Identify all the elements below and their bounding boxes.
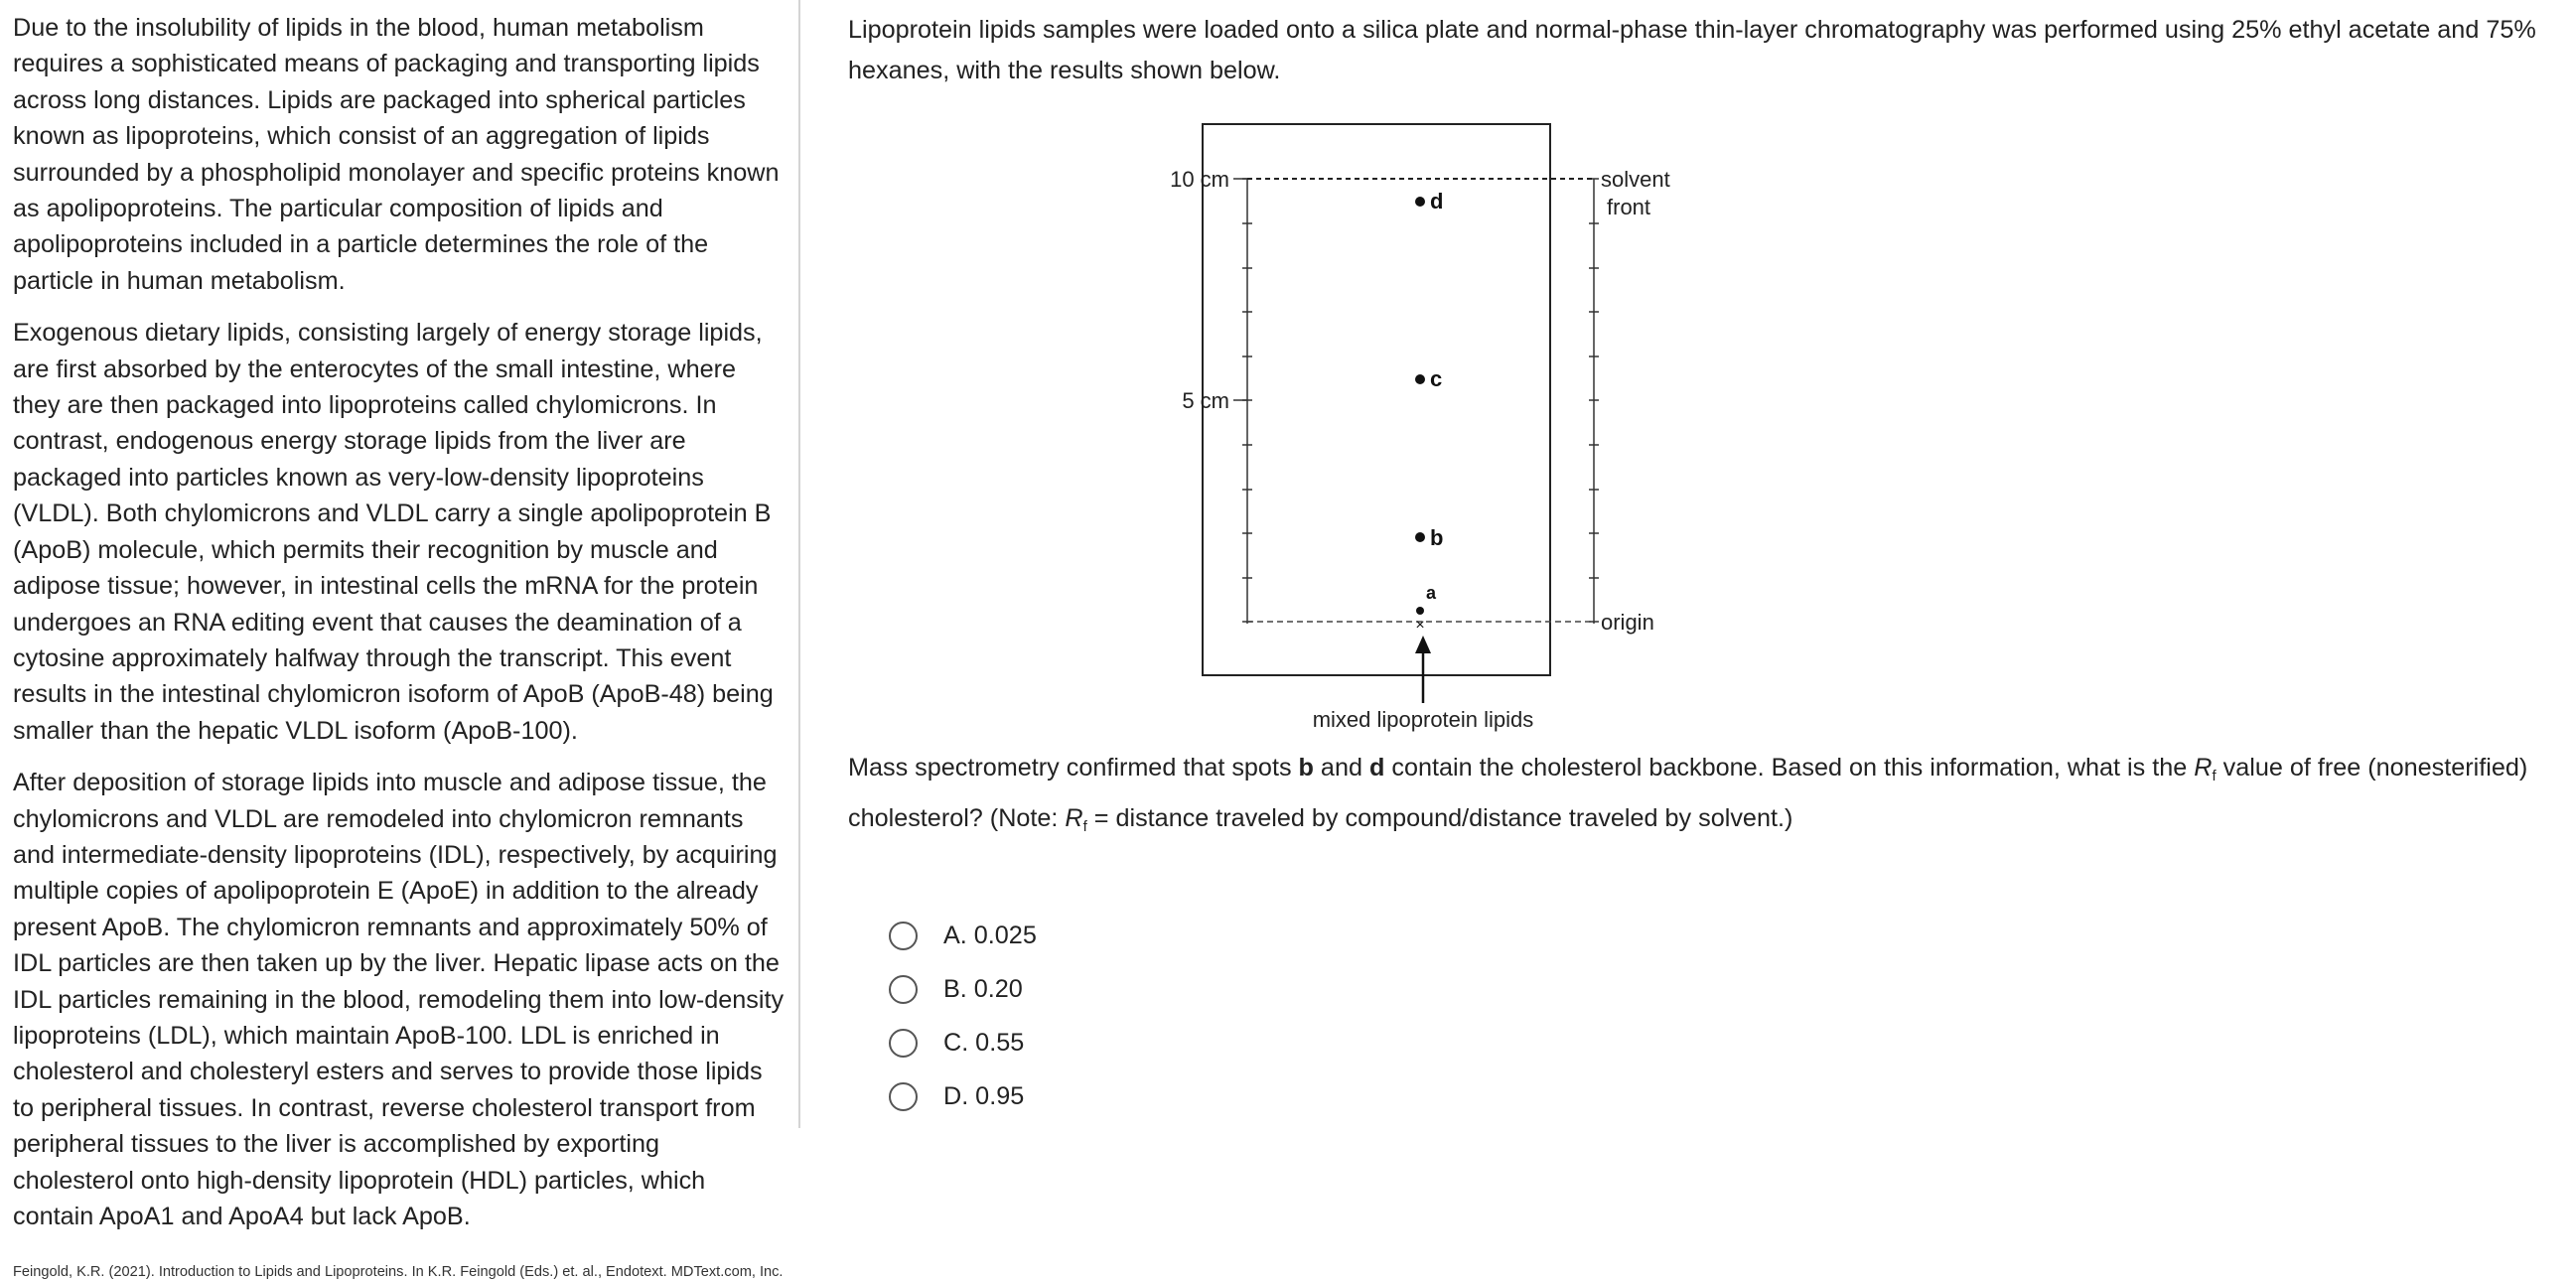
radio-button[interactable]: [889, 922, 918, 950]
option-c[interactable]: [889, 1016, 1037, 1069]
question-text-4: value of free (nonesterified) cholesterol? (Note:: [848, 754, 2528, 832]
spot-b: [1415, 532, 1425, 542]
label-5cm: 5 cm: [1182, 388, 1229, 413]
option-d[interactable]: [889, 1069, 1037, 1123]
question-text-1: Mass spectrometry confirmed that spots: [848, 754, 1299, 782]
origin-marker: ×: [1415, 617, 1425, 634]
label-solvent: solvent: [1601, 167, 1670, 192]
passage-panel: [0, 0, 800, 1280]
tlc-left-scale: [1233, 179, 1252, 624]
radio-button[interactable]: [889, 975, 918, 1004]
option-a[interactable]: [889, 909, 1037, 962]
passage-paragraph-1: Due to the insolubility of lipids in the blood, human metabolism requires a sophisticated means of packaging and transporting lipids across long distances. Lipids are packaged into spherical particles known as lipoproteins, which consist of an aggregation of lipids surrounded by a phospholipid monolayer and specific proteins known as apolipoproteins. The particular composition of lipids and apolipoproteins included in a particle determines the role of the particle in human metabolism.: [13, 14, 780, 295]
spot-c-label: c: [1430, 366, 1443, 391]
option-b[interactable]: [889, 962, 1037, 1016]
rf-symbol-2: $R_f$: [1065, 804, 1087, 835]
question-intro: Lipoprotein lipids samples were loaded onto a silica plate and normal-phase thin-layer chromatography was performed using 25% ethyl acetate and 75% hexanes, with the results shown below.: [848, 16, 2536, 84]
spot-a: [1416, 607, 1424, 615]
spot-c: [1415, 374, 1425, 384]
sample-arrow-head: [1415, 636, 1431, 653]
label-origin: origin: [1601, 610, 1654, 635]
question-panel: [800, 0, 2576, 1128]
radio-button[interactable]: [889, 1029, 918, 1058]
passage-citation: Feingold, K.R. (2021). Introduction to Lipids and Lipoproteins. In K.R. Feingold (Eds.) et. al., Endotext. MDText.com, Inc.: [13, 1264, 784, 1280]
question-bold-d: d: [1368, 754, 1385, 782]
spot-a-label: a: [1426, 583, 1437, 603]
question-stem: [848, 747, 2546, 848]
option-label: B. 0.20: [943, 974, 1023, 1003]
question-bold-b: b: [1298, 754, 1314, 782]
answer-options: [889, 909, 1037, 1123]
spot-d: [1415, 197, 1425, 207]
label-10cm: 10 cm: [1170, 167, 1229, 192]
question-text-3: contain the cholesterol backbone. Based on this information, what is the: [1384, 754, 2195, 782]
spot-d-label: d: [1430, 189, 1444, 213]
passage-paragraph-3: After deposition of storage lipids into muscle and adipose tissue, the chylomicrons and VLDL are remodeled into chylomicron remnants and intermediate-density lipoproteins (IDL), respectively, by acquiring multiple copies of apolipoprotein E (ApoE) in addition to the already present ApoB. The chylomicron remnants and approximately 50% of IDL particles are then taken up by the liver. Hepatic lipase acts on the IDL particles remaining in the blood, remodeling them into low-density lipoproteins (LDL), which maintain ApoB-100. LDL is enriched in cholesterol and cholesteryl esters and serves to provide those lipids to peripheral tissues. In contrast, reverse cholesterol transport from peripheral tissues to the liver is accomplished by exporting cholesterol onto high-density lipoprotein (HDL) particles, which contain ApoA1 and ApoA4 but lack ApoB.: [13, 769, 785, 1230]
question-text-2: and: [1313, 754, 1369, 782]
passage-paragraph-2: Exogenous dietary lipids, consisting largely of energy storage lipids, are first absorbed by the enterocytes of the small intestine, where they are then packaged into lipoproteins called chylomicrons. In contrast, endogenous energy storage lipids from the liver are packaged into particles known as very-low-density lipoproteins (VLDL). Both chylomicrons and VLDL carry a single apolipoprotein B (ApoB) molecule, which permits their recognition by muscle and adipose tissue; however, in intestinal cells the mRNA for the protein undergoes an RNA editing event that causes the deamination of a cytosine approximately halfway through the transcript. This event results in the intestinal chylomicron isoform of ApoB (ApoB-48) being smaller than the hepatic VLDL isoform (ApoB-100).: [13, 319, 774, 745]
tlc-right-scale: [1589, 179, 1599, 624]
question-text-5: = distance traveled by compound/distance traveled by solvent.): [1086, 804, 1793, 832]
option-label: C. 0.55: [943, 1028, 1025, 1057]
sample-label: mixed lipoprotein lipids: [1312, 707, 1534, 732]
label-front: front: [1607, 195, 1651, 219]
option-label: A. 0.025: [943, 921, 1037, 949]
spot-b-label: b: [1430, 525, 1444, 550]
option-label: D. 0.95: [943, 1081, 1025, 1110]
radio-button[interactable]: [889, 1082, 918, 1111]
tlc-figure: [800, 109, 2576, 745]
tlc-plate: [1203, 124, 1550, 675]
rf-symbol: $R_f$: [2194, 754, 2217, 784]
